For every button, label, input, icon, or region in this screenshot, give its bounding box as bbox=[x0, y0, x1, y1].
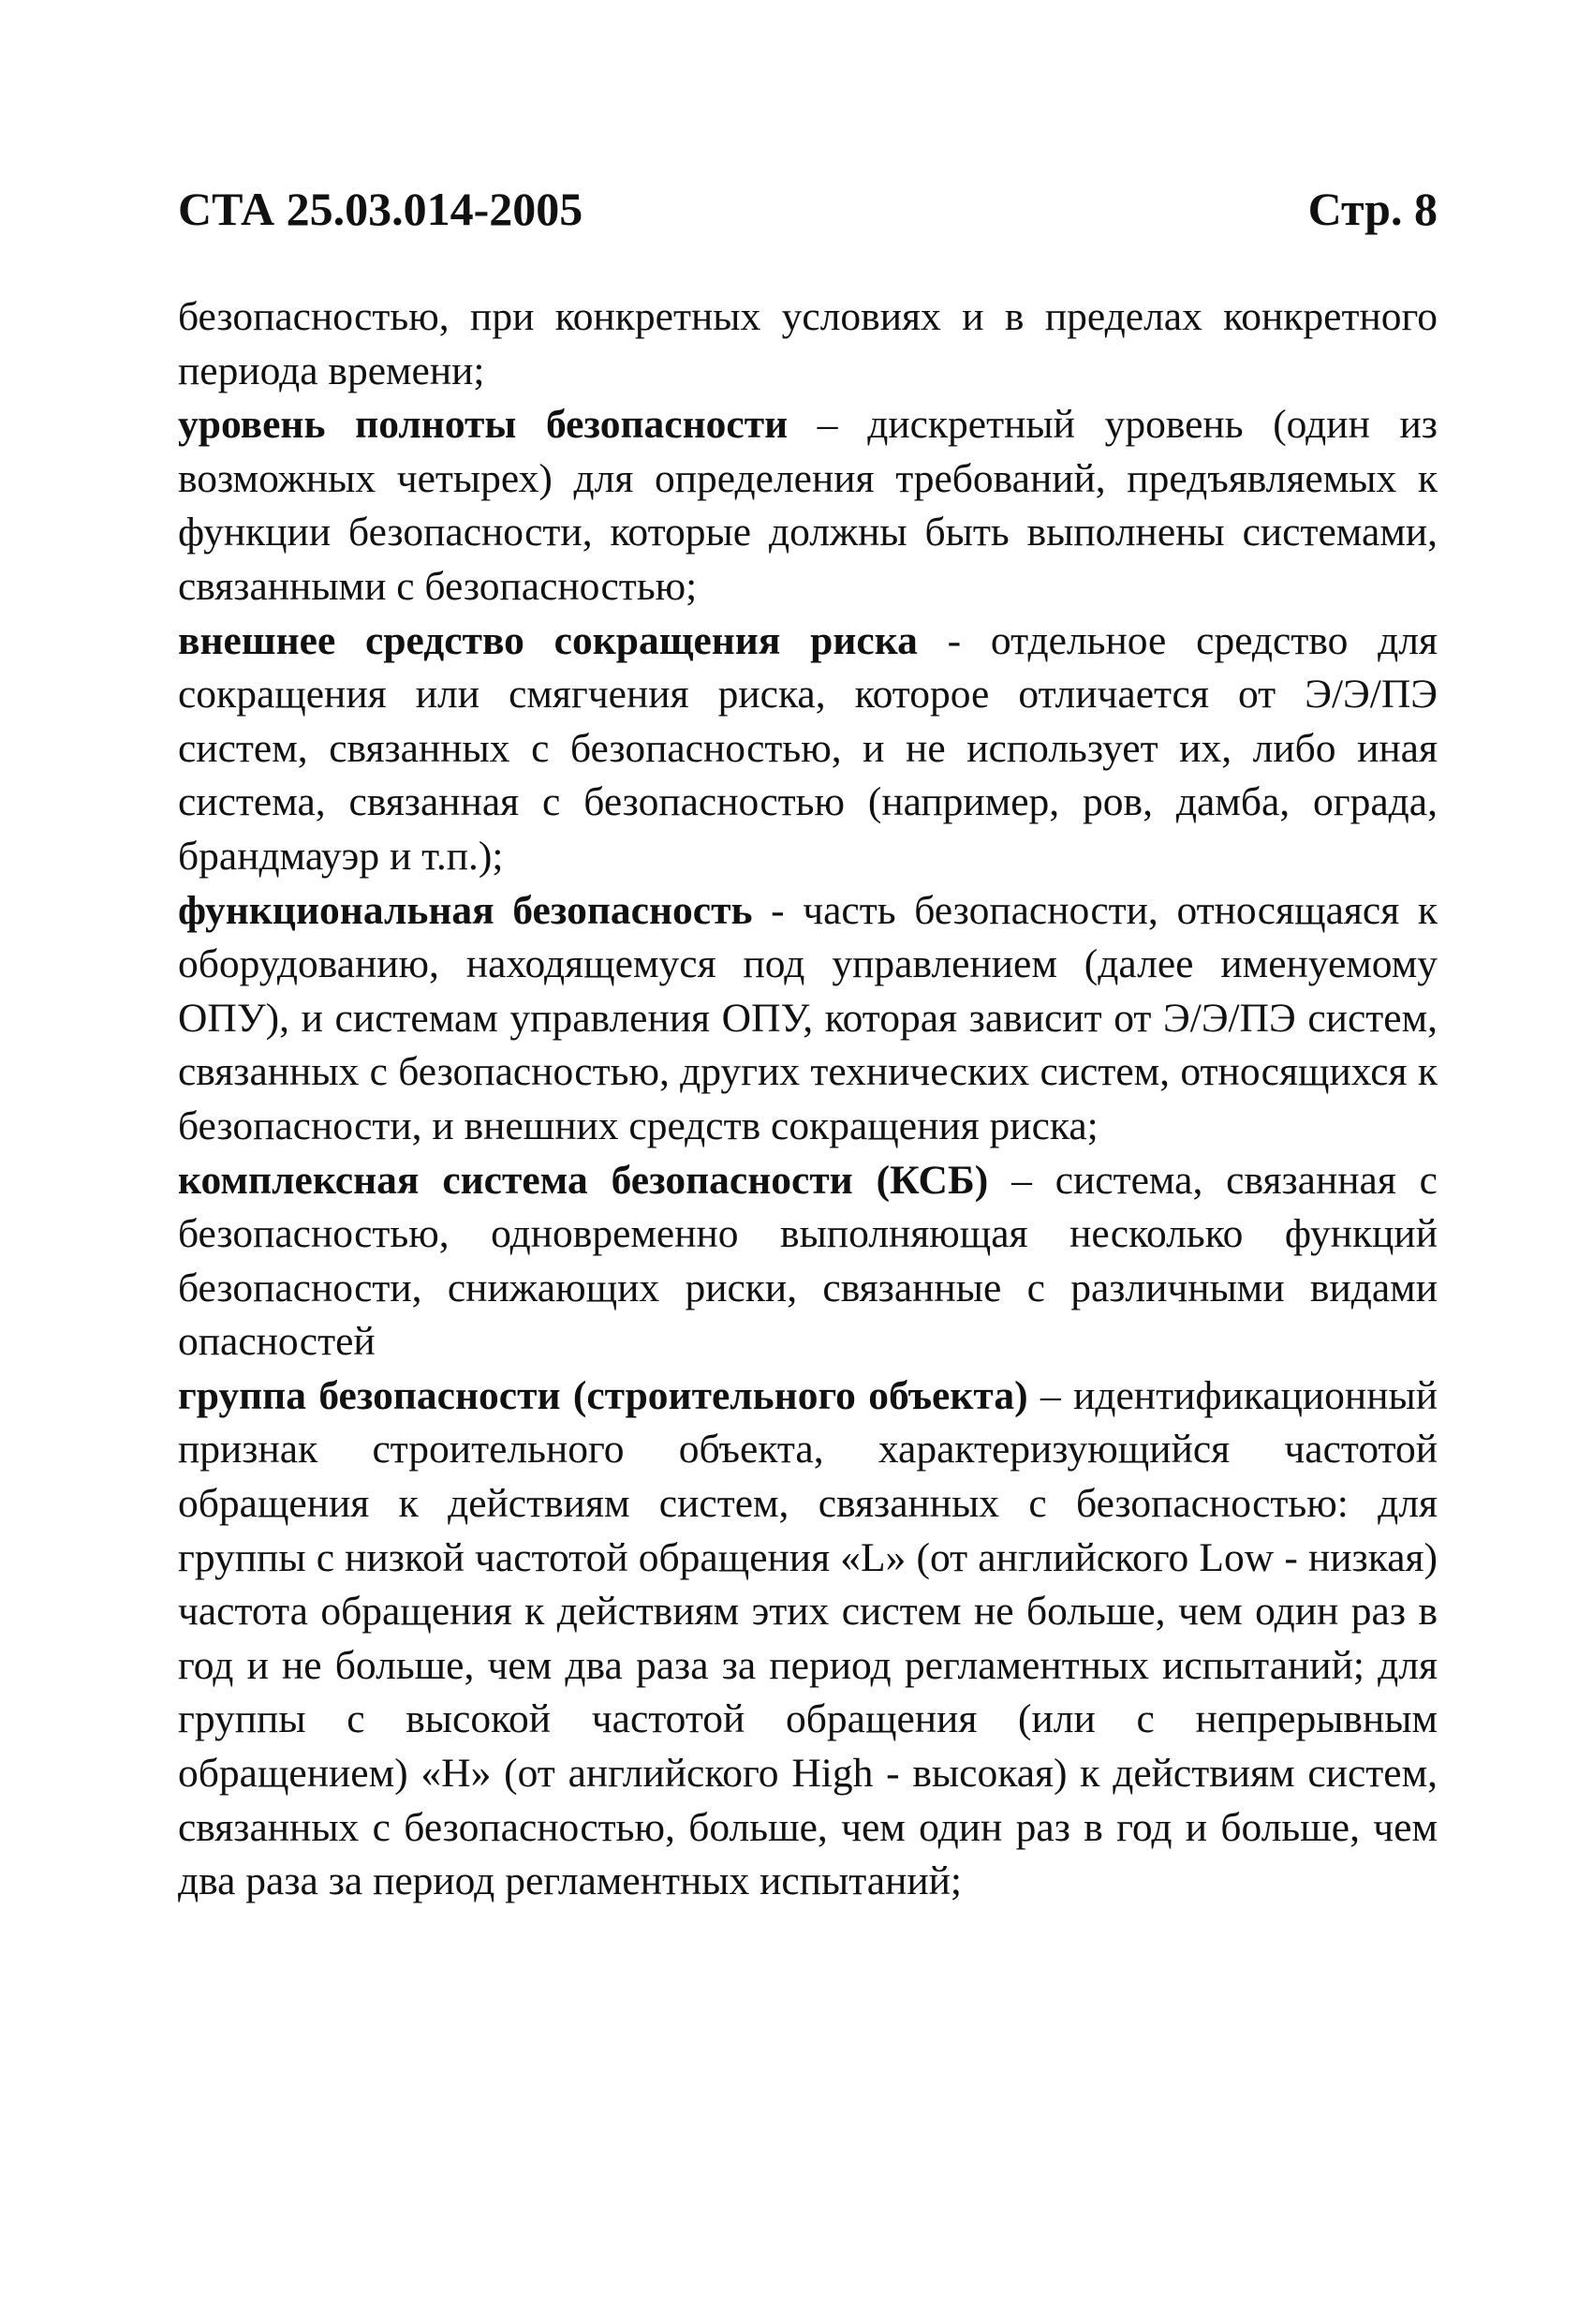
definition-term: группа безопасности (строительного объекта) bbox=[178, 1372, 1028, 1418]
definition-text: - отдельное средство для сокращения или смягчения риска, которое отличается от Э/Э/ПЭ систем, связанных с безопасностью, и не использует их, либо иная система, связанная с безопасностью (например, ров, дамба, ограда, брандмауэр и т.п.); bbox=[178, 617, 1438, 879]
paragraph-continuation bbox=[178, 290, 1438, 398]
page-header bbox=[178, 176, 1438, 242]
definition-paragraph bbox=[178, 614, 1438, 884]
definition-text: - часть безопасности, относящаяся к оборудованию, находящемуся под управлением (далее именуемому ОПУ), и системам управления ОПУ, которая зависит от Э/Э/ПЭ систем, связанных с безопасностью, других технических систем, относящихся к безопасности, и внешних средств сокращения риска; bbox=[178, 887, 1438, 1148]
definition-paragraph bbox=[178, 398, 1438, 614]
definition-term: уровень полноты безопасности bbox=[178, 402, 789, 448]
definition-paragraph bbox=[178, 1369, 1438, 1909]
definition-paragraph bbox=[178, 884, 1438, 1154]
definition-term: комплексная система безопасности (КСБ) bbox=[178, 1157, 989, 1203]
definition-text: – система, связанная с безопасностью, одновременно выполняющая несколько функций безопасности, снижающих риски, связанные с различными видами опасностей bbox=[178, 1157, 1438, 1365]
definition-text: безопасностью, при конкретных условиях и в пределах конкретного периода времени; bbox=[178, 294, 1438, 393]
definition-term: функциональная безопасность bbox=[178, 887, 753, 933]
document-body bbox=[178, 290, 1438, 1909]
definition-text: – идентификационный признак строительного объекта, характеризующийся частотой обращения к действиям систем, связанных с безопасностью: для группы с низкой частотой обращения «L» (от английского Low - низкая) частота обращения к действиям этих систем не больше, чем один раз в год и не больше, чем два раза за период регламентных испытаний; для группы с высокой частотой обращения (или с непрерывным обращением) «H» (от английского High - высокая) к действиям систем, связанных с безопасностью, больше, чем один раз в год и больше, чем два раза за период регламентных испытаний; bbox=[178, 1372, 1438, 1904]
document-code: СТА 25.03.014-2005 bbox=[178, 183, 583, 235]
definition-text: – дискретный уровень (один из возможных четырех) для определения требований, предъявляемых к функции безопасности, которые должны быть выполнены системами, связанными с безопасностью; bbox=[178, 402, 1438, 609]
page-number: Стр. 8 bbox=[1307, 183, 1438, 235]
definition-term: внешнее средство сокращения риска bbox=[178, 617, 918, 663]
definition-paragraph bbox=[178, 1154, 1438, 1369]
